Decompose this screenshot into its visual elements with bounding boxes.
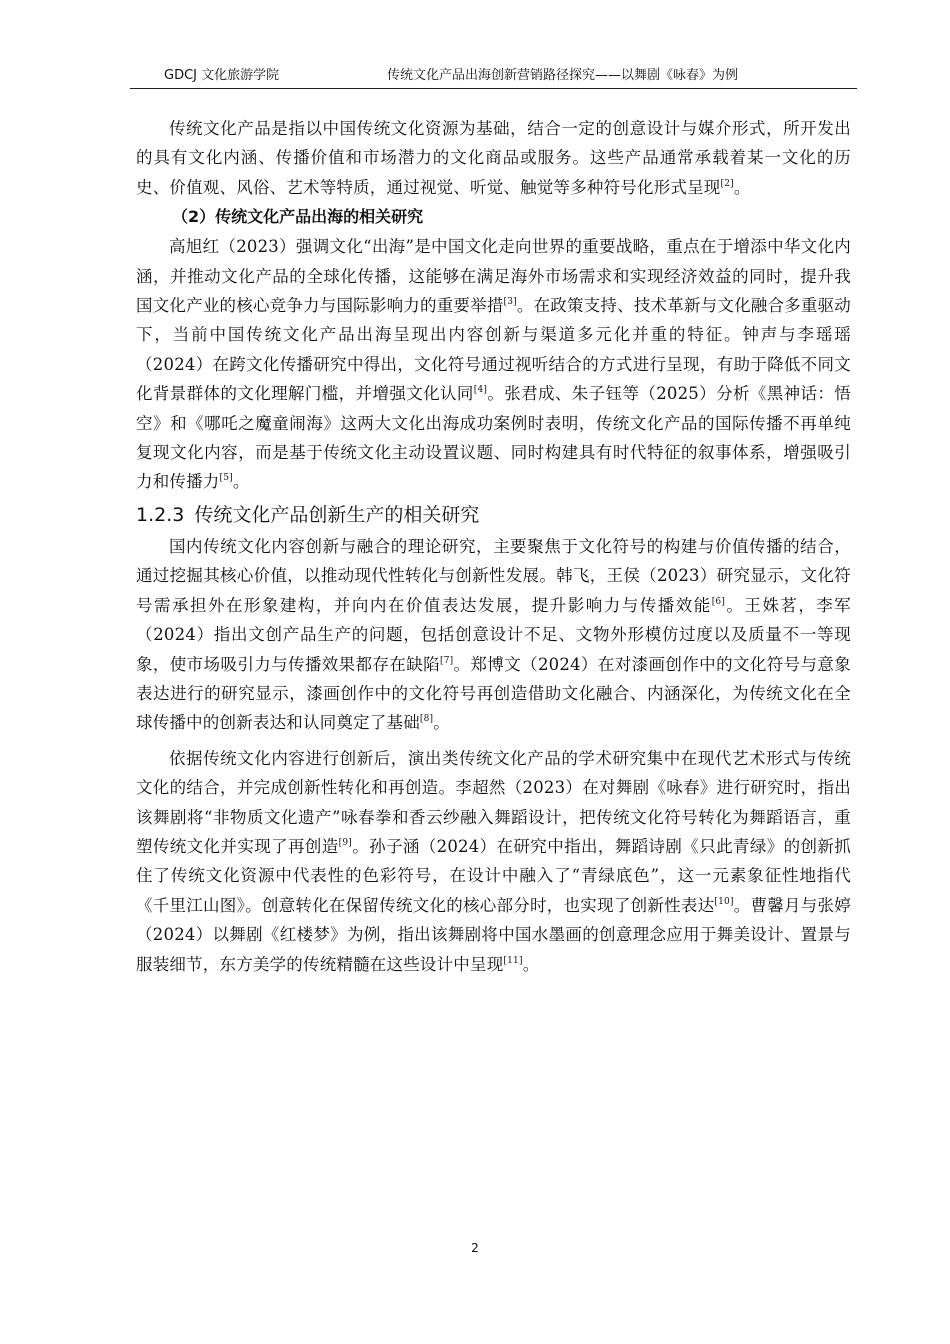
- paragraph-text: 。王姝茗，李军（2024）指出文创产品生产的问题，包括创意设计不足、文物外形模仿过度以及质量不一等现象，使市场吸引力与传播效果都存在缺陷: [136, 595, 851, 674]
- paragraph-text: 。: [433, 713, 450, 733]
- citation-ref: [9]: [338, 837, 353, 848]
- section-title: 传统文化产品创新生产的相关研究: [194, 503, 480, 526]
- sub-heading: （2）传统文化产品出海的相关研究: [172, 207, 424, 227]
- citation-ref: [8]: [419, 714, 434, 725]
- page-header: [130, 66, 857, 89]
- paragraph-innovation-theory: [136, 532, 851, 738]
- paragraph-text: 。曹馨月与张婷（2024）以舞剧《红楼梦》为例，指出该舞剧将中国水墨画的创意理念应用于舞美设计、置景与服装细节，东方美学的传统精髓在这些设计中呈现: [136, 895, 851, 974]
- citation-ref: [2]: [720, 178, 734, 189]
- paragraph-text: 依据传统文化内容进行创新后，演出类传统文化产品的学术研究集中在现代艺术形式与传统文化的结合，并完成创新性转化和再创造。李超然（2023）在对舞剧《咏春》进行研究时，指出该舞剧将“非物质文化遗产”咏春拳和香云纱融入舞蹈设计，把传统文化符号转化为舞蹈语言，重塑传统文化并实现了再创造: [136, 748, 851, 856]
- citation-ref: [10]: [714, 896, 734, 907]
- paragraph-performance-research: [136, 744, 851, 979]
- paragraph-text: 高旭红（2023）强调文化“出海”是中国文化走向世界的重要战略，重点在于增添中华文化内涵，并推动文化产品的全球化传播，这能够在满足海外市场需求和实现经济效益的同时，提升我国文化产业的核心竞争力与国际影响力的重要举措: [136, 237, 851, 316]
- paragraph-text: 。: [522, 954, 540, 974]
- paragraph-text: 。: [733, 177, 751, 197]
- paragraph-text: 传统文化产品是指以中国传统文化资源为基础，结合一定的创意设计与媒介形式，所开发出的具有文化内涵、传播价值和市场潜力的文化商品或服务。这些产品通常承载着某一文化的历史、价值观、风俗、艺术等特质，通过视觉、听觉、触觉等多种符号化形式呈现: [136, 119, 851, 197]
- paragraph-text: 。孙子涵（2024）在研究中指出，舞蹈诗剧《只此青绿》的创新抓住了传统文化资源中代表性的色彩符号，在设计中融入了“青绿底色”，这一元素象征性地指代《千里江山图》。创意转化在保留传统文化的核心部分时，也实现了创新性表达: [136, 836, 851, 915]
- paragraph-text: 。: [232, 472, 250, 492]
- citation-ref: [3]: [503, 297, 517, 308]
- citation-ref: [5]: [219, 473, 233, 484]
- citation-ref: [7]: [440, 655, 454, 666]
- section-heading: [136, 500, 851, 530]
- paragraph-text: 。郑博文（2024）在对漆画创作中的文化符号与意象表达进行的研究显示，漆画创作中的文化符号再创造借助文化融合、内涵深化，为传统文化在全球传播中的创新表达和认同奠定了基础: [136, 654, 851, 733]
- paragraph-definition: [136, 114, 851, 202]
- citation-ref: [4]: [473, 385, 488, 396]
- citation-ref: [6]: [711, 596, 726, 607]
- paragraph-text: 国内传统文化内容创新与融合的理论研究，主要聚焦于文化符号的构建与价值传播的结合，通过挖掘其核心价值，以推动现代性转化与创新性发展。韩飞，王侯（2023）研究显示，文化符号需承担外在形象建构，并向内在价值表达发展，提升影响力与传播效能: [136, 536, 851, 615]
- paragraph-text: 。在政策支持、技术革新与文化融合多重驱动下，当前中国传统文化产品出海呈现出内容创新与渠道多元化并重的特征。钟声与李瑶瑶（2024）在跨文化传播研究中得出，文化符号通过视听结合的方式进行呈现，有助于降低不同文化背景群体的文化理解门槛，并增强文化认同: [136, 296, 852, 404]
- page-number: 2: [471, 1241, 479, 1255]
- paragraph-text: 。张君成、朱子钰等（2025）分析《黑神话：悟空》和《哪吒之魔童闹海》这两大文化出海成功案例时表明，传统文化产品的国际传播不再单纯复现文化内容，而是基于传统文化主动设置议题、同时构建具有时代特征的叙事体系，增强吸引力和传播力: [136, 384, 852, 492]
- header-institution: GDCJ 文化旅游学院: [164, 68, 280, 83]
- paragraph-overseas-research: [136, 232, 851, 497]
- citation-ref: [11]: [503, 955, 523, 966]
- section-number: 1.2.3: [136, 503, 185, 526]
- document-body: [136, 114, 851, 979]
- header-title: 传统文化产品出海创新营销路径探究——以舞剧《咏春》为例: [387, 68, 739, 83]
